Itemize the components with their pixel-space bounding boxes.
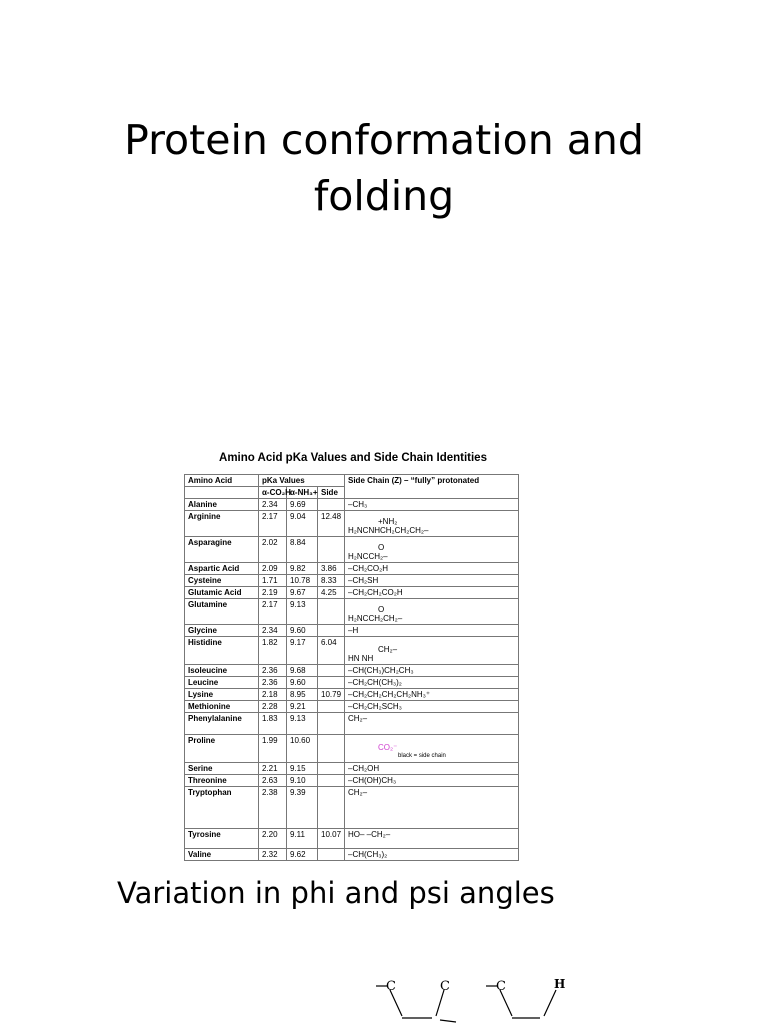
pka-side (318, 665, 345, 677)
side-chain: –CH(OH)CH₃ (345, 775, 519, 787)
side-chain-structure-label: O (378, 543, 385, 552)
table-row (185, 849, 519, 861)
pka-side: 6.04 (318, 637, 345, 665)
header-alpha-nh3: α-NH₃+ (287, 487, 318, 499)
pka-alpha-nh3: 9.17 (287, 637, 318, 665)
pka-side (318, 677, 345, 689)
pka-side: 3.86 (318, 563, 345, 575)
pka-side (318, 537, 345, 563)
table-row (185, 775, 519, 787)
side-chain: –CH₂CO₂H (345, 563, 519, 575)
side-chain (345, 537, 519, 563)
header-amino-acid: Amino Acid (185, 475, 259, 487)
amino-acid-name: Proline (185, 735, 259, 763)
pka-side (318, 499, 345, 511)
amino-acid-name: Tryptophan (185, 787, 259, 829)
amino-acid-name: Threonine (185, 775, 259, 787)
pka-alpha-co2h: 2.21 (259, 763, 287, 775)
pka-side (318, 849, 345, 861)
table-row (185, 587, 519, 599)
pka-alpha-nh3: 10.60 (287, 735, 318, 763)
slide-subtitle: Variation in phi and psi angles (117, 876, 555, 910)
amino-acid-name: Leucine (185, 677, 259, 689)
pka-alpha-nh3: 9.04 (287, 511, 318, 537)
amino-acid-table (184, 474, 519, 861)
side-chain: –CH(CH₃)CH₂CH₃ (345, 665, 519, 677)
pka-alpha-co2h: 2.18 (259, 689, 287, 701)
side-chain: CH₂– (345, 787, 519, 829)
pka-side (318, 713, 345, 735)
table-row (185, 829, 519, 849)
side-chain-structure-label: +NH₂ (378, 517, 398, 526)
table-row (185, 625, 519, 637)
pka-alpha-co2h: 1.82 (259, 637, 287, 665)
pka-alpha-nh3: 8.84 (287, 537, 318, 563)
side-chain: CH₂– (345, 713, 519, 735)
table-row (185, 713, 519, 735)
pka-side: 10.07 (318, 829, 345, 849)
pka-alpha-nh3: 9.69 (287, 499, 318, 511)
table-header-row (185, 475, 519, 487)
pka-alpha-co2h: 1.71 (259, 575, 287, 587)
diagram-label-h: H (554, 977, 566, 991)
pka-alpha-nh3: 9.15 (287, 763, 318, 775)
pka-side (318, 763, 345, 775)
pka-alpha-co2h: 2.20 (259, 829, 287, 849)
header-blank (185, 487, 259, 499)
table-row (185, 689, 519, 701)
side-chain: –CH₂CH₂CH₂CH₂NH₃⁺ (345, 689, 519, 701)
diagram-label-c1: C (386, 979, 396, 994)
pka-alpha-nh3: 9.10 (287, 775, 318, 787)
pka-alpha-nh3: 9.67 (287, 587, 318, 599)
pka-alpha-co2h: 2.17 (259, 599, 287, 625)
amino-acid-name: Phenylalanine (185, 713, 259, 735)
pka-alpha-co2h: 2.63 (259, 775, 287, 787)
pka-alpha-co2h: 2.28 (259, 701, 287, 713)
diagram-label-c2: C (440, 979, 450, 994)
pka-alpha-co2h: 2.36 (259, 665, 287, 677)
pka-alpha-co2h: 2.32 (259, 849, 287, 861)
pka-side (318, 775, 345, 787)
pka-alpha-nh3: 9.60 (287, 625, 318, 637)
slide-title: Protein conformation and folding (124, 116, 644, 220)
phi-psi-backbone-diagram (360, 960, 580, 1024)
pka-side: 10.79 (318, 689, 345, 701)
side-chain: –CH₂CH₂SCH₃ (345, 701, 519, 713)
side-chain-formula: H₂NCCH₂– (348, 552, 388, 561)
table-row (185, 677, 519, 689)
side-chain: –H (345, 625, 519, 637)
amino-acid-name: Isoleucine (185, 665, 259, 677)
pka-alpha-co2h: 2.19 (259, 587, 287, 599)
pka-side: 8.33 (318, 575, 345, 587)
side-chain: –CH(CH₃)₂ (345, 849, 519, 861)
amino-acid-name: Tyrosine (185, 829, 259, 849)
pka-alpha-co2h: 2.17 (259, 511, 287, 537)
pka-alpha-nh3: 9.13 (287, 713, 318, 735)
pka-alpha-co2h: 2.36 (259, 677, 287, 689)
table-title: Amino Acid pKa Values and Side Chain Identities (219, 452, 487, 464)
amino-acid-name: Arginine (185, 511, 259, 537)
pka-alpha-co2h: 2.02 (259, 537, 287, 563)
amino-acid-name: Cysteine (185, 575, 259, 587)
amino-acid-name: Glycine (185, 625, 259, 637)
table-row (185, 499, 519, 511)
pka-alpha-nh3: 9.39 (287, 787, 318, 829)
pka-alpha-nh3: 9.62 (287, 849, 318, 861)
pka-side (318, 625, 345, 637)
table-row (185, 599, 519, 625)
pka-alpha-nh3: 8.95 (287, 689, 318, 701)
amino-acid-name: Glutamine (185, 599, 259, 625)
amino-acid-name: Aspartic Acid (185, 563, 259, 575)
table-row (185, 537, 519, 563)
pka-side: 12.48 (318, 511, 345, 537)
pka-alpha-nh3: 9.11 (287, 829, 318, 849)
side-chain: –CH₂CH₂CO₂H (345, 587, 519, 599)
pka-side (318, 599, 345, 625)
diagram-label-c3: C (496, 979, 506, 994)
pka-alpha-nh3: 9.21 (287, 701, 318, 713)
side-chain: HO– –CH₂– (345, 829, 519, 849)
pka-alpha-nh3: 9.82 (287, 563, 318, 575)
amino-acid-name: Lysine (185, 689, 259, 701)
table-row (185, 665, 519, 677)
amino-acid-name: Methionine (185, 701, 259, 713)
pka-alpha-nh3: 10.78 (287, 575, 318, 587)
table-row (185, 575, 519, 587)
side-chain-structure-label: O (378, 605, 385, 614)
side-chain (345, 735, 519, 763)
pka-alpha-co2h: 2.34 (259, 625, 287, 637)
side-chain: –CH₂SH (345, 575, 519, 587)
amino-acid-name: Alanine (185, 499, 259, 511)
amino-acid-table-figure (172, 438, 534, 862)
side-chain (345, 637, 519, 665)
side-chain-structure-label: CO₂⁻ (378, 743, 398, 752)
pka-alpha-co2h: 1.83 (259, 713, 287, 735)
table-row (185, 787, 519, 829)
header-side: Side (318, 487, 345, 499)
side-chain-structure-label: CH₂– (378, 645, 398, 654)
table-row (185, 763, 519, 775)
pka-side: 4.25 (318, 587, 345, 599)
amino-acid-name: Asparagine (185, 537, 259, 563)
header-side-chain: Side Chain (Z) – “fully” protonated (345, 475, 519, 499)
table-row (185, 701, 519, 713)
pka-side (318, 701, 345, 713)
amino-acid-name: Histidine (185, 637, 259, 665)
side-chain-formula: black = side chain (398, 753, 446, 759)
side-chain-formula: HN NH (348, 654, 374, 663)
table-row (185, 637, 519, 665)
header-alpha-co2h: α-CO₂H (259, 487, 287, 499)
table-row (185, 511, 519, 537)
amino-acid-name: Valine (185, 849, 259, 861)
pka-alpha-co2h: 2.38 (259, 787, 287, 829)
pka-alpha-co2h: 2.34 (259, 499, 287, 511)
pka-side (318, 735, 345, 763)
side-chain (345, 599, 519, 625)
pka-alpha-nh3: 9.13 (287, 599, 318, 625)
side-chain: –CH₂OH (345, 763, 519, 775)
pka-alpha-co2h: 1.99 (259, 735, 287, 763)
side-chain-formula: H₂NCCH₂CH₂– (348, 614, 403, 623)
side-chain (345, 511, 519, 537)
side-chain: –CH₃ (345, 499, 519, 511)
amino-acid-name: Serine (185, 763, 259, 775)
pka-alpha-co2h: 2.09 (259, 563, 287, 575)
pka-alpha-nh3: 9.68 (287, 665, 318, 677)
table-row (185, 735, 519, 763)
side-chain: –CH₂CH(CH₃)₂ (345, 677, 519, 689)
header-pka-values: pKa Values (259, 475, 345, 487)
pka-side (318, 787, 345, 829)
pka-alpha-nh3: 9.60 (287, 677, 318, 689)
side-chain-formula: H₂NCNHCH₂CH₂CH₂– (348, 526, 429, 535)
table-row (185, 563, 519, 575)
amino-acid-name: Glutamic Acid (185, 587, 259, 599)
